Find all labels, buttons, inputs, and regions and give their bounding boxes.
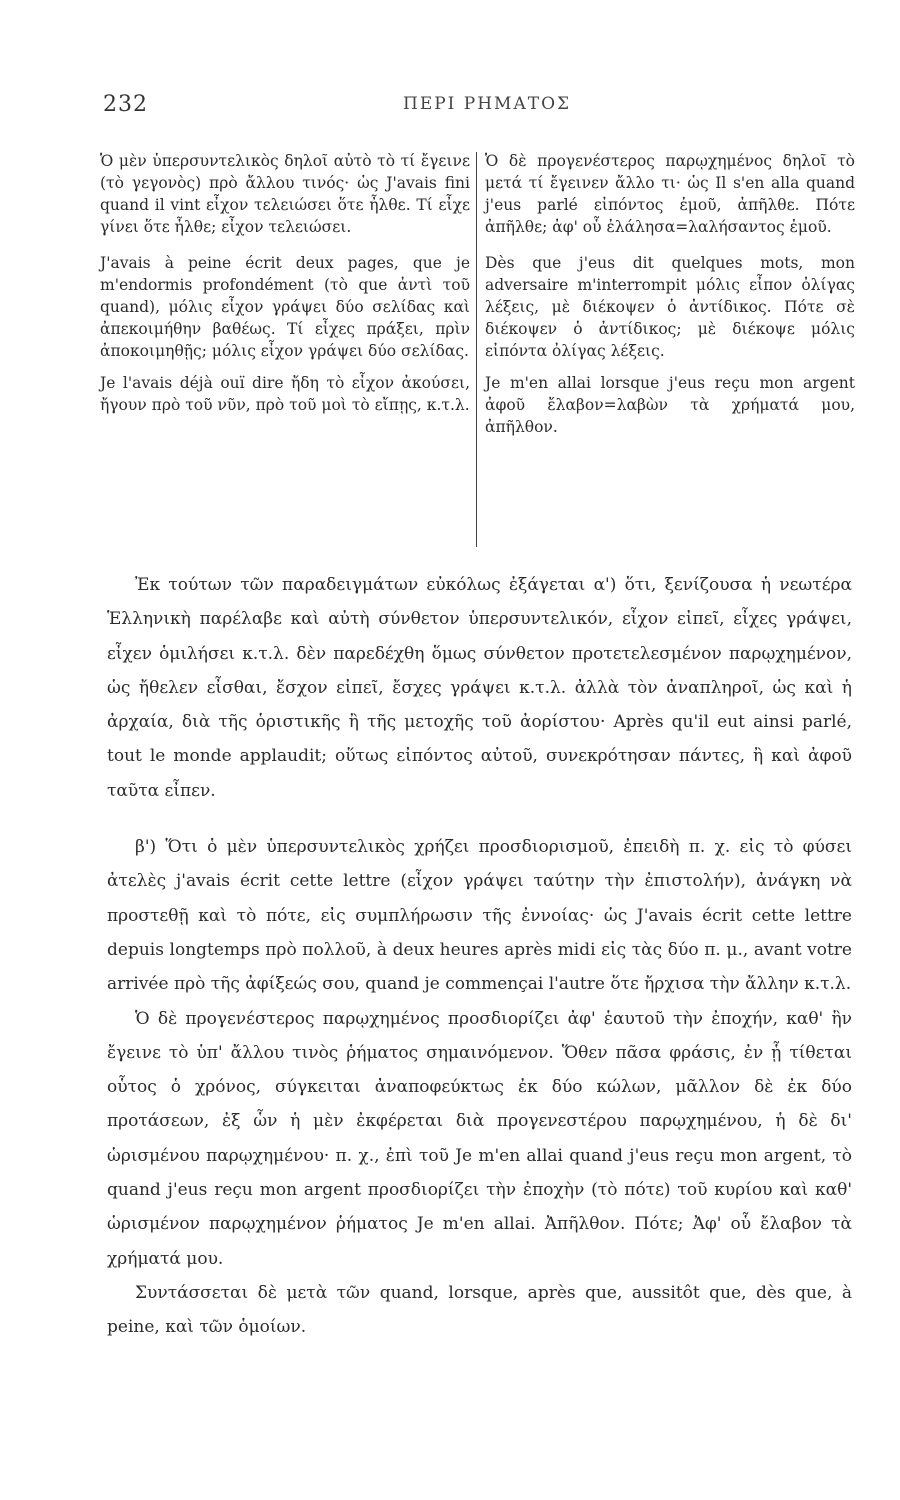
- running-title: ΠΕΡΙ ΡΗΜΑΤΟΣ: [403, 94, 572, 114]
- left-paragraph: J'avais à peine écrit deux pages, que je m'endormis profondément (τὸ que ἀντὶ τοῦ quand), μόλις εἶχον γράψει δύο σελίδας καὶ ἀπεκοιμήθην βαθέως. Τί εἶχες πράξει, πρὶν ἀποκοιμηθῇς; μόλις εἶχον γράψει δύο σελίδας.: [100, 254, 470, 360]
- body-paragraph: Συντάσσεται δὲ μετὰ τῶν quand, lorsque, après que, aussitôt que, dès que, à peine, καὶ τῶν ὁμοίων.: [107, 1282, 852, 1338]
- body-paragraph: β') Ὅτι ὁ μὲν ὑπερσυντελικὸς χρήζει προσδιορισμοῦ, ἐπειδὴ π. χ. εἰς τὸ φύσει ἀτελὲς j'avais écrit cette lettre (εἶχον γράψει ταύτην τὴν ἐπιστολήν), ἀνάγκη νὰ προστεθῇ καὶ τὸ πότε, εἰς συμπλήρωσιν τῆς ἐννοίας· ὡς J'avais écrit cette lettre depuis longtemps πρὸ πολλοῦ, à deux heures après midi εἰς τὰς δύο π. μ., avant votre arrivée πρὸ τῆς ἀφίξεώς σου, quand je commençai l'autre ὅτε ἤρχισα τὴν ἄλλην κ.τ.λ.: [107, 837, 852, 995]
- body-text: [107, 568, 852, 1345]
- left-column: [100, 150, 470, 426]
- right-column: [485, 150, 855, 448]
- left-paragraph: Je l'avais déjà ouï dire ἤδη τὸ εἶχον ἀκούσει, ἤγουν πρὸ τοῦ νῦν, πρὸ τοῦ μοὶ τὸ εἴπῃς, κ.τ.λ.: [100, 374, 470, 414]
- two-column-examples: [100, 150, 860, 560]
- page-header: [103, 92, 823, 122]
- right-paragraph: Dès que j'eus dit quelques mots, mon adversaire m'interrompit μόλις εἶπον ὀλίγας λέξεις, μὲ διέκοψεν ὁ ἀντίδικος. Πότε σὲ διέκοψεν ὁ ἀντίδικος; μὲ διέκοψε μόλις εἰπόντα ὀλίγας λέξεις.: [485, 254, 855, 360]
- page-number: 232: [103, 92, 148, 117]
- body-paragraph: Ὁ δὲ προγενέστερος παρῳχημένος προσδιορίζει ἀφ' ἑαυτοῦ τὴν ἐποχήν, καθ' ἣν ἔγεινε τὸ ὑπ' ἄλλου τινὸς ῥήματος σημαινόμενον. Ὅθεν πᾶσα φράσις, ἐν ᾗ τίθεται οὗτος ὁ χρόνος, σύγκειται ἀναποφεύκτως ἐκ δύο κώλων, μᾶλλον δὲ ἐκ δύο προτάσεων, ἐξ ὧν ἡ μὲν ἐκφέρεται διὰ προγενεστέρου παρῳχημένου, ἡ δὲ δι' ὡρισμένου παρῳχημένου· π. χ., ἐπὶ τοῦ Je m'en allai quand j'eus reçu mon argent, τὸ quand j'eus reçu mon argent προσδιορίζει τὴν ἐποχὴν (τὸ πότε) τοῦ κυρίου καὶ καθ' ὡρισμένον παρῳχημένον ῥήματος Je m'en allai. Ἀπῆλθον. Πότε; Ἀφ' οὗ ἔλαβον τὰ χρήματά μου.: [107, 1008, 852, 1269]
- left-paragraph: Ὁ μὲν ὑπερσυντελικὸς δηλοῖ αὐτὸ τὸ τί ἔγεινε (τὸ γεγονὸς) πρὸ ἄλλου τινός· ὡς J'avais fini quand il vint εἶχον τελειώσει ὅτε ἦλθε. Τί εἶχε γίνει ὅτε ἦλθε; εἶχον τελειώσει.: [100, 152, 470, 236]
- body-paragraph: Ἐκ τούτων τῶν παραδειγμάτων εὐκόλως ἐξάγεται α') ὅτι, ξενίζουσα ἡ νεωτέρα Ἑλληνικὴ παρέλαβε καὶ αὐτὴ σύνθετον ὑπερσυντελικόν, εἶχον εἰπεῖ, εἶχες γράψει, εἶχεν ὁμιλήσει κ.τ.λ. δὲν παρεδέχθη ὅμως σύνθετον προτετελεσμένον παρῳχημένον, ὡς ἤθελεν εἶσθαι, ἔσχον εἰπεῖ, ἔσχες γράψει κ.τ.λ. ἀλλὰ τὸν ἀναπληροῖ, ὡς καὶ ἡ ἀρχαία, διὰ τῆς ὁριστικῆς ἢ τῆς μετοχῆς τοῦ ἀορίστου· Après qu'il eut ainsi parlé, tout le monde applaudit; οὕτως εἰπόντος αὐτοῦ, συνεκρότησαν πάντες, ἢ καὶ ἀφοῦ ταῦτα εἶπεν.: [107, 575, 852, 801]
- column-divider: [476, 152, 477, 547]
- right-paragraph: Je m'en allai lorsque j'eus reçu mon argent ἀφοῦ ἔλαβον=λαβὼν τὰ χρήματά μου, ἀπῆλθον.: [485, 374, 855, 436]
- right-paragraph: Ὁ δὲ προγενέστερος παρῳχημένος δηλοῖ τὸ μετά τί ἔγεινεν ἄλλο τι· ὡς Il s'en alla quand j'eus parlé εἰπόντος ἐμοῦ, ἀπῆλθε. Πότε ἀπῆλθε; ἀφ' οὗ ἐλάλησα=λαλήσαντος ἐμοῦ.: [485, 152, 855, 236]
